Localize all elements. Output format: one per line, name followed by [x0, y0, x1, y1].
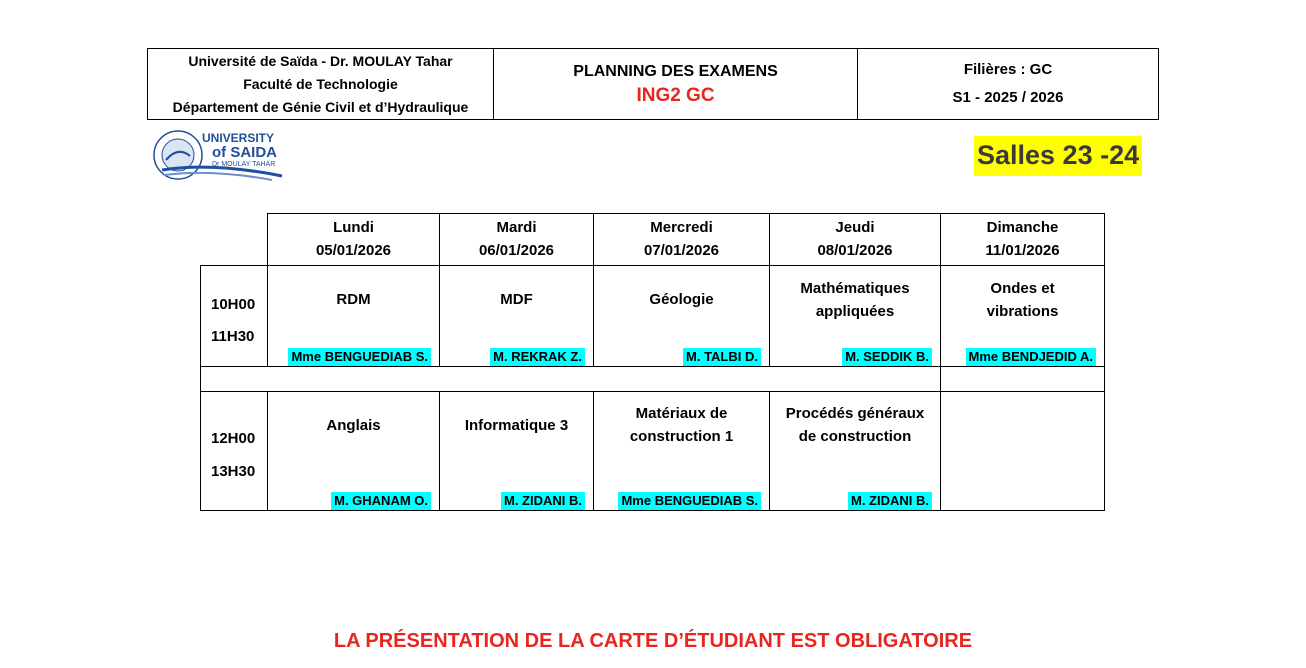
subject: Géologie: [649, 291, 714, 308]
logo-line2: of SAIDA: [212, 144, 277, 161]
day-name: Mercredi: [650, 219, 713, 236]
day-name: Jeudi: [835, 219, 875, 236]
day-date: 05/01/2026: [315, 242, 392, 259]
subject-line2: de construction: [798, 428, 912, 445]
day-name: Lundi: [333, 219, 374, 236]
day-name: Dimanche: [986, 219, 1059, 236]
subject: Mathématiques: [800, 280, 910, 297]
subject: MDF: [500, 291, 533, 308]
logo-emblem-icon: [152, 126, 290, 184]
subject: Ondes et: [990, 280, 1055, 297]
spacer-row: [200, 366, 941, 392]
slot-start: 12H00: [211, 430, 256, 447]
teacher-label: M. ZIDANI B.: [848, 492, 932, 510]
department-name: Département de Génie Civil et d’Hydraulique: [172, 98, 469, 115]
teacher-label: Mme BENGUEDIAB S.: [618, 492, 761, 510]
day-date: 07/01/2026: [643, 242, 720, 259]
exam-cell: [593, 391, 770, 511]
logo-line3: Dr MOULAY TAHAR: [212, 161, 276, 168]
day-header-tuesday: [439, 213, 594, 266]
subject-line2: construction 1: [629, 428, 734, 445]
logo-line1: UNIVERSITY: [202, 131, 275, 145]
exam-cell: [940, 265, 1105, 367]
day-date: 06/01/2026: [478, 242, 555, 259]
teacher-label: M. ZIDANI B.: [501, 492, 585, 510]
exam-cell: [439, 265, 594, 367]
title-cell: [494, 49, 858, 119]
subject: Anglais: [326, 417, 381, 434]
day-date: 08/01/2026: [817, 242, 893, 259]
university-name: Université de Saïda - Dr. MOULAY Tahar: [188, 52, 453, 69]
exam-cell: [267, 265, 440, 367]
semester-label: S1 - 2025 / 2026: [952, 89, 1064, 106]
exam-cell: [769, 265, 941, 367]
institution-cell: [148, 49, 494, 119]
time-cell-slot2: [200, 391, 268, 511]
teacher-label: M. SEDDIK B.: [842, 348, 932, 366]
student-card-notice: LA PRÉSENTATION DE LA CARTE D’ÉTUDIANT EST OBLIGATOIRE: [333, 630, 973, 652]
subject: Informatique 3: [464, 417, 569, 434]
slot-start: 10H00: [211, 296, 256, 313]
filieres-label: Filières : GC: [963, 61, 1053, 78]
university-logo: [152, 126, 290, 184]
rooms-badge: Salles 23 -24: [974, 136, 1142, 176]
subject-line2: appliquées: [815, 303, 895, 320]
header-table: [147, 48, 1159, 120]
level-label: ING2 GC: [636, 85, 715, 106]
day-header-thursday: [769, 213, 941, 266]
faculty-name: Faculté de Technologie: [243, 75, 398, 92]
exam-cell: [769, 391, 941, 511]
teacher-label: M. REKRAK Z.: [490, 348, 585, 366]
day-header-sunday: [940, 213, 1105, 266]
day-header-monday: [267, 213, 440, 266]
day-date: 11/01/2026: [985, 242, 1060, 259]
subject: Matériaux de: [635, 405, 728, 422]
teacher-label: M. GHANAM O.: [331, 492, 431, 510]
day-header-wednesday: [593, 213, 770, 266]
subject: RDM: [336, 291, 371, 308]
exam-cell: [593, 265, 770, 367]
exam-cell-empty: [940, 391, 1105, 511]
spacer-row-end: [940, 366, 1105, 392]
teacher-label: Mme BENGUEDIAB S.: [288, 348, 431, 366]
exam-cell: [439, 391, 594, 511]
subject: Procédés généraux: [785, 405, 925, 422]
exam-cell: [267, 391, 440, 511]
slot-end: 11H30: [211, 328, 255, 345]
day-name: Mardi: [496, 219, 537, 236]
program-cell: [858, 49, 1158, 119]
subject-line2: vibrations: [986, 303, 1059, 320]
page-title: PLANNING DES EXAMENS: [573, 63, 778, 80]
teacher-label: M. TALBI D.: [683, 348, 761, 366]
teacher-label: Mme BENDJEDID A.: [966, 348, 1096, 366]
time-cell-slot1: [200, 265, 268, 367]
slot-end: 13H30: [211, 463, 256, 480]
